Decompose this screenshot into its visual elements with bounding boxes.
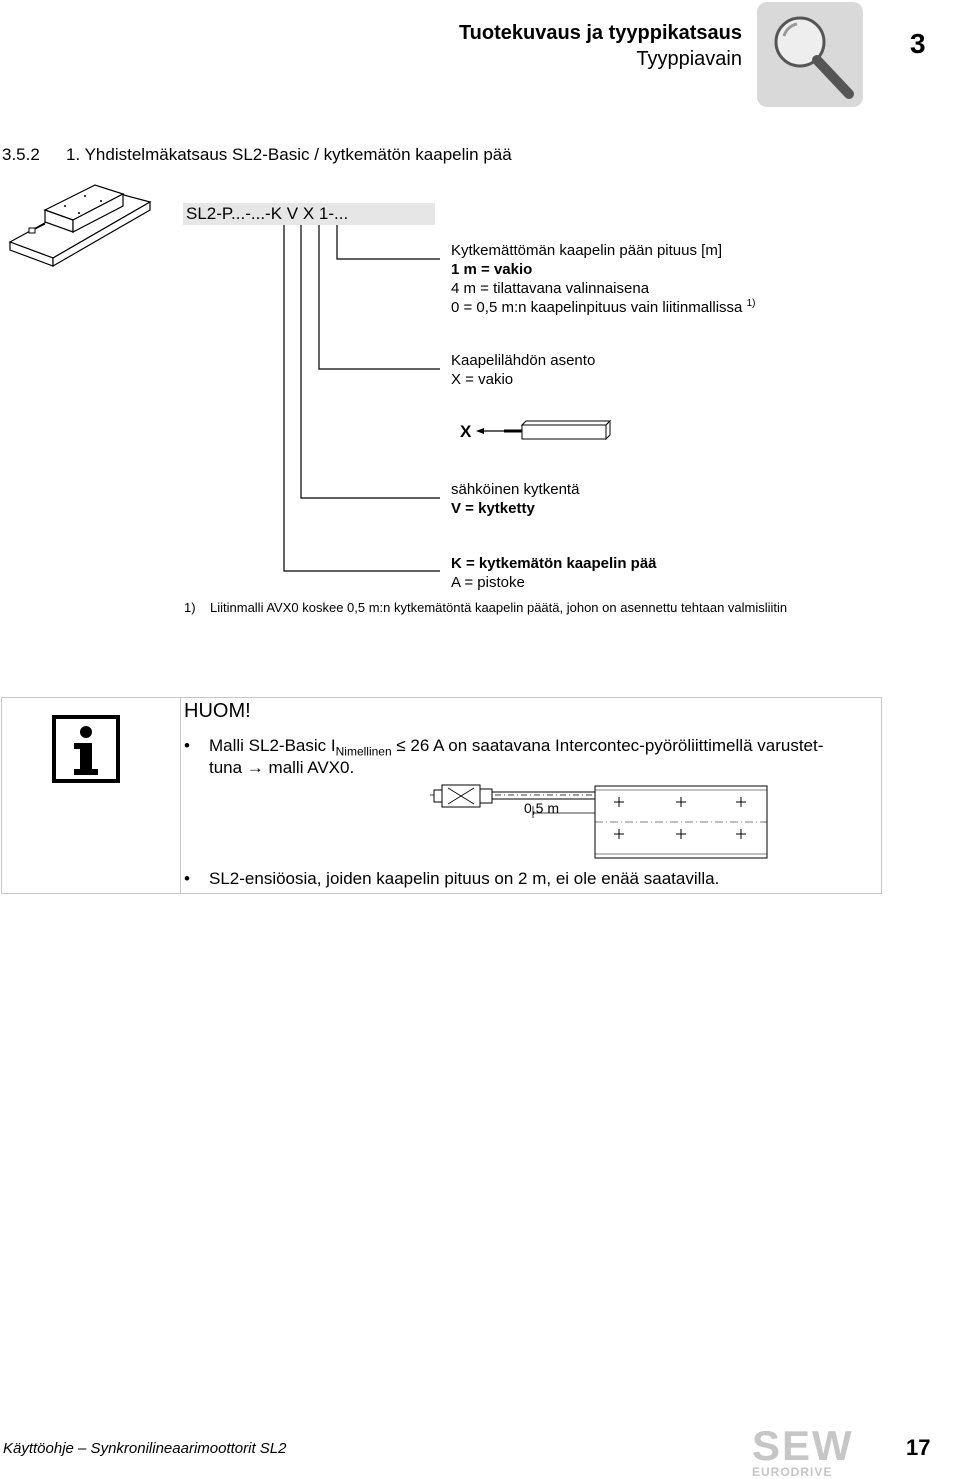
note-heading: HUOM! [184, 700, 251, 722]
note-bullet-2: SL2-ensiöosia, joiden kaapelin pituus on 2 m, ei ole enää saatavilla. [209, 869, 720, 888]
note-divider [180, 697, 181, 893]
cable-end-standard: K = kytkemätön kaapelin pää [451, 555, 657, 572]
footer-doc-title: Käyttöohje – Synkronilineaarimoottorit SL2 [3, 1440, 287, 1457]
cable-end-plug: A = pistoke [451, 574, 525, 591]
cable-length-optional: 4 m = tilattavana valinnaisena [451, 280, 650, 297]
avx0-cable-figure [430, 782, 775, 860]
footnote-text: Liitinmalli AVX0 koskee 0,5 m:n kytkemätöntä kaapelin päätä, johon on asennettu tehtaan valmisliitin [210, 600, 788, 615]
connection-standard: V = kytketty [451, 500, 535, 517]
note-bullet-1-dot: • [184, 736, 190, 755]
info-icon [52, 715, 120, 783]
cable-exit-standard: X = vakio [451, 371, 514, 388]
header-subtitle: Tyyppiavain [636, 48, 742, 70]
connection-title: sähköinen kytkentä [451, 481, 580, 498]
cable-exit-figure-label: X [460, 422, 472, 441]
chapter-number: 3 [910, 28, 926, 59]
cable-exit-figure [474, 416, 614, 446]
type-code: SL2-P...-...-K V X 1-... [186, 204, 349, 223]
cable-length-connector-only: 0 = 0,5 m:n kaapelinpituus vain liitinmallissa $^{1)}$ [451, 298, 756, 316]
page-number: 17 [906, 1435, 931, 1460]
avx0-length-label: 0,5 m [524, 800, 560, 816]
note-bullet-1-line-1: Malli SL2-Basic $I_{Nimellinen} \le 26$ A on saatavana Intercontec-pyöröliittimellä varustet- [209, 736, 824, 759]
footnote-marker: 1) [184, 600, 196, 615]
section-title: 1. Yhdistelmäkatsaus SL2-Basic / kytkemätön kaapelin pää [66, 145, 512, 164]
note-bullet-1-line-2: tuna → malli AVX0. [209, 758, 355, 777]
cable-length-standard: 1 m = vakio [451, 261, 533, 278]
cable-length-title: Kytkemättömän kaapelin pään pituus [m] [451, 242, 722, 259]
cable-exit-title: Kaapelilähdön asento [451, 352, 596, 369]
header-title: Tuotekuvaus ja tyyppikatsaus [458, 22, 742, 44]
sew-eurodrive-logo: SEW EURODRIVE [752, 1422, 854, 1479]
note-bullet-2-dot: • [184, 869, 190, 888]
section-number: 3.5.2 [2, 145, 40, 164]
